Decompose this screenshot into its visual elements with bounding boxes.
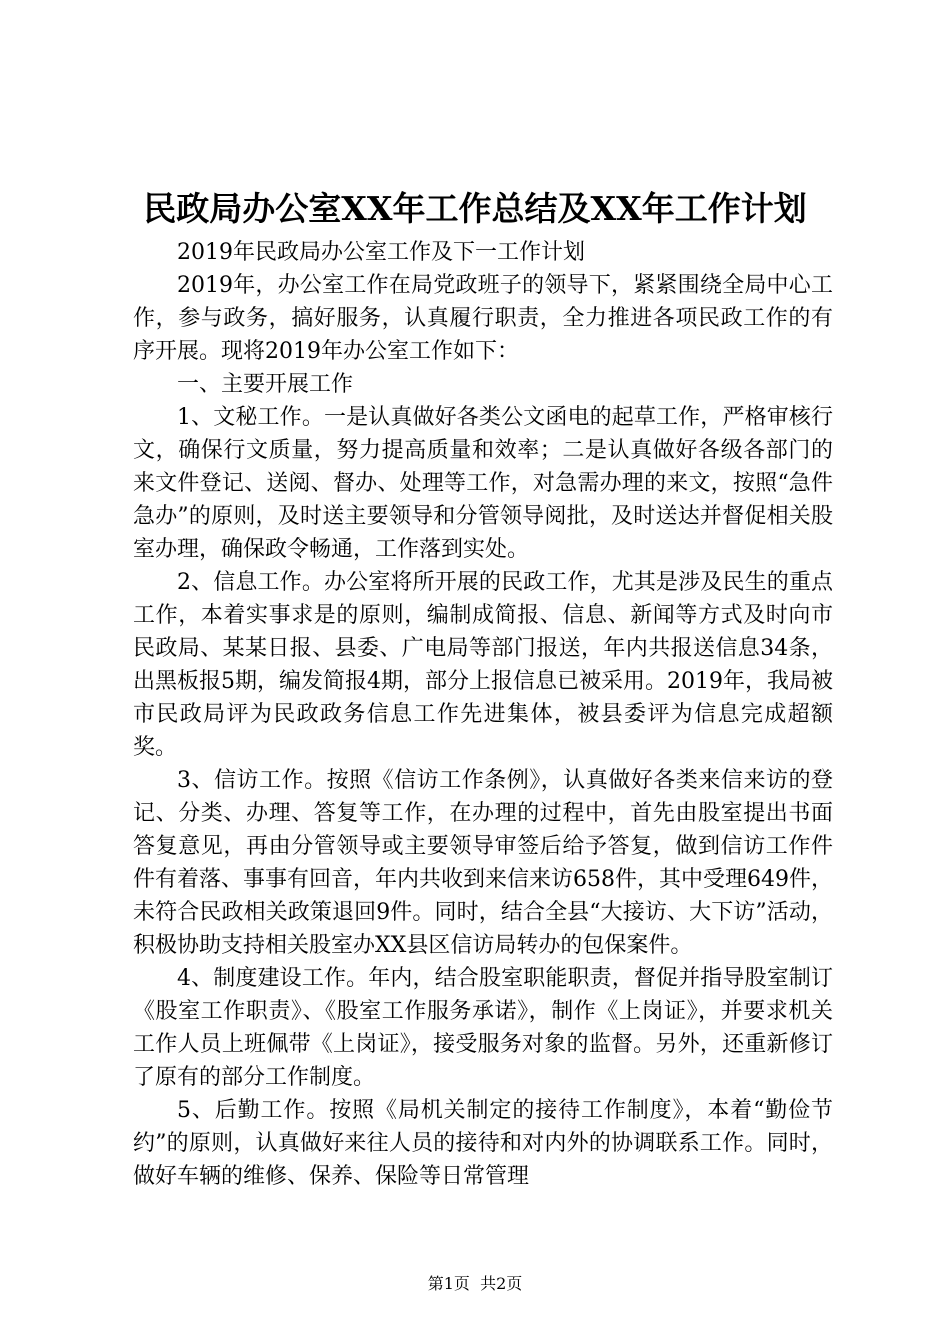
document-title: 民政局办公室XX年工作总结及XX年工作计划 [143,189,807,228]
paragraph-logistics: 5、后勤工作。按照《局机关制定的接待工作制度》，本着“勤俭节约”的原则，认真做好来往人员的接待和对内外的协调联系工作。同时，做好车辆的维修、保养、保险等日常管理 [133,1098,833,1189]
section-heading: 一、主要开展工作 [177,372,354,397]
footer-spacer [470,1274,480,1293]
paragraph-intro: 2019年，办公室工作在局党政班子的领导下，紧紧围绕全局中心工作，参与政务，搞好服务，认真履行职责，全力推进各项民政工作的有序开展。现将2019年办公室工作如下： [133,273,833,364]
paragraph-subtitle: 2019年民政局办公室工作及下一工作计划 [177,240,585,265]
page-total: 共2页 [480,1274,523,1293]
paragraph-information: 2、信息工作。办公室将所开展的民政工作，尤其是涉及民生的重点工作，本着实事求是的原则，编制成简报、信息、新闻等方式及时向市民政局、某某日报、县委、广电局等部门报送，年内共报送信息34条，出黑板报5期，编发简报4期，部分上报信息已被采用。2019年，我局被市民政局评为民政政务信息工作先进集体，被县委评为信息完成超额奖。 [133,570,833,760]
paragraph-petition: 3、信访工作。按照《信访工作条例》，认真做好各类来信来访的登记、分类、办理、答复等工作，在办理的过程中，首先由股室提出书面答复意见，再由分管领导或主要领导审签后给予答复，做到信访工作件件有着落、事事有回音，年内共收到来信来访658件，其中受理649件，未符合民政相关政策退回9件。同时，结合全县“大接访、大下访”活动，积极协助支持相关股室办XX县区信访局转办的包保案件。 [133,768,833,958]
document-body [133,236,833,1193]
paragraph-system-building: 4、制度建设工作。年内，结合股室职能职责，督促并指导股室制订《股室工作职责》、《股室工作服务承诺》，制作《上岗证》，并要求机关工作人员上班佩带《上岗证》，接受服务对象的监督。另外，还重新修订了原有的部分工作制度。 [133,966,833,1090]
page-footer [0,1272,950,1296]
page-number: 第1页 [427,1274,470,1293]
paragraph-secretarial: 1、文秘工作。一是认真做好各类公文函电的起草工作，严格审核行文，确保行文质量，努力提高质量和效率；二是认真做好各级各部门的来文件登记、送阅、督办、处理等工作，对急需办理的来文，按照“急件急办”的原则，及时送主要领导和分管领导阅批，及时送达并督促相关股室办理，确保政令畅通，工作落到实处。 [133,405,833,562]
